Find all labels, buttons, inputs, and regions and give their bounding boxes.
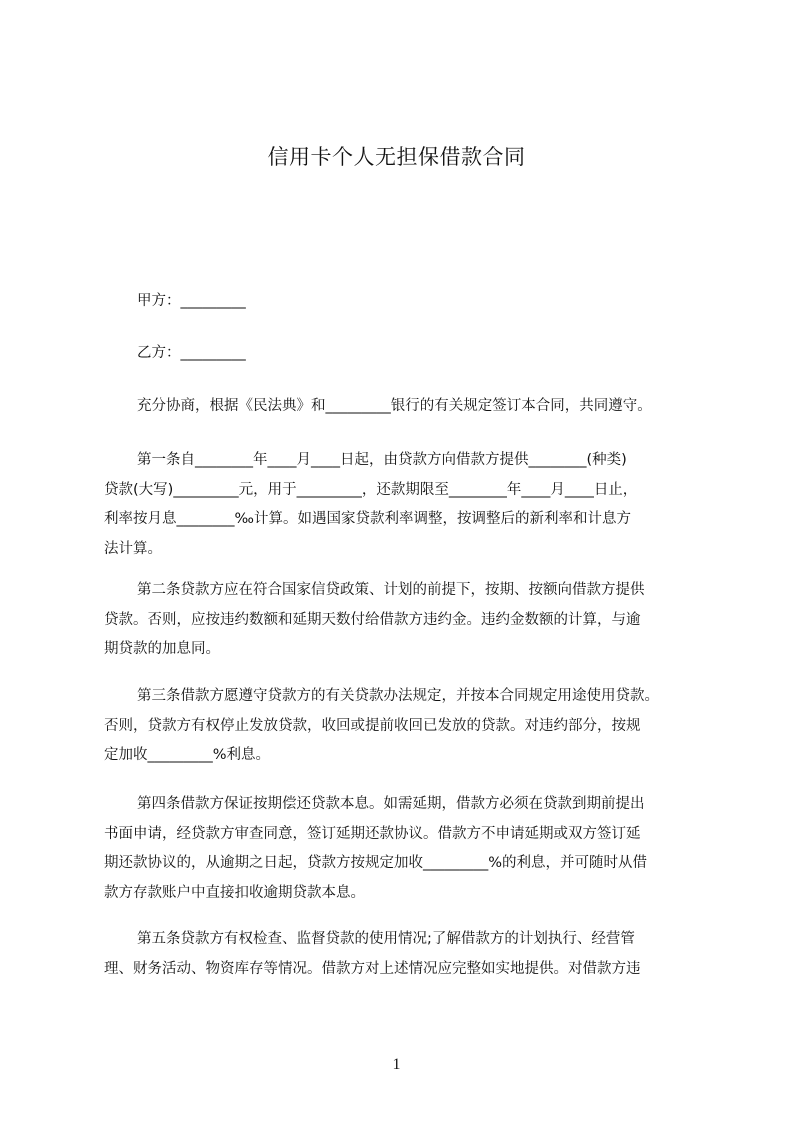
article-1-line: 第一条自________年____月____日起，由贷款方向借款方提供________(种类)	[137, 452, 627, 468]
article-4-line: 款方存款账户中直接扣收逾期贷款本息。	[104, 884, 365, 901]
article-1-line: 贷款(大写)_________元，用于_________，还款期限至________年____月____日止，	[104, 481, 638, 498]
article-1-line: 法计算。	[104, 540, 162, 557]
article-4-line: 书面申请，经贷款方审查同意，签订延期还款协议。借款方不申请延期或双方签订延	[104, 825, 641, 842]
article-2-line: 贷款。否则，应按违约数额和延期天数付给借款方违约金。违约金数额的计算，与逾	[104, 611, 641, 628]
article-5-line: 第五条贷款方有权检查、监督贷款的使用情况;了解借款方的计划执行、经营管	[137, 931, 635, 947]
preamble-text: 充分协商，根据《民法典》和_________银行的有关规定签订本合同，共同遵守。	[137, 398, 652, 414]
party-b-text: 乙方：_________	[137, 345, 246, 361]
article-4-line: 期还款协议的，从逾期之日起，贷款方按规定加收_________%的利息，并可随时从借	[104, 855, 648, 871]
document-title: 信用卡个人无担保借款合同	[267, 145, 526, 169]
party-b-line	[104, 339, 700, 369]
page-number: 1	[392, 1056, 401, 1073]
article-1-line: 利率按月息________‰计算。如遇国家贷款利率调整，按调整后的新利率和计息方	[104, 511, 631, 527]
article-3-line: 定加收_________%利息。	[104, 747, 271, 763]
article-3-line: 否则，贷款方有权停止发放贷款，收回或提前收回已发放的贷款。对违约部分，按规	[104, 717, 641, 734]
article-5-line: 理、财务活动、物资库存等情况。借款方对上述情况应完整如实地提供。对借款方违	[104, 960, 641, 977]
article-1-paragraph	[104, 446, 700, 564]
article-2-line: 第二条贷款方应在符合国家信贷政策、计划的前提下，按期、按额向借款方提供	[137, 582, 645, 598]
article-4-paragraph	[104, 790, 700, 908]
party-a-line	[104, 287, 700, 317]
article-2-line: 期贷款的加息同。	[104, 641, 220, 657]
article-2-paragraph	[104, 576, 700, 665]
party-a-text: 甲方：_________	[137, 293, 246, 309]
preamble-paragraph	[104, 392, 700, 422]
article-4-line: 第四条借款方保证按期偿还贷款本息。如需延期，借款方必须在贷款到期前提出	[137, 796, 645, 812]
article-5-paragraph	[104, 925, 700, 984]
article-3-line: 第三条借款方愿遵守贷款方的有关贷款办法规定，并按本合同规定用途使用贷款。	[137, 688, 659, 704]
article-3-paragraph	[104, 682, 700, 771]
